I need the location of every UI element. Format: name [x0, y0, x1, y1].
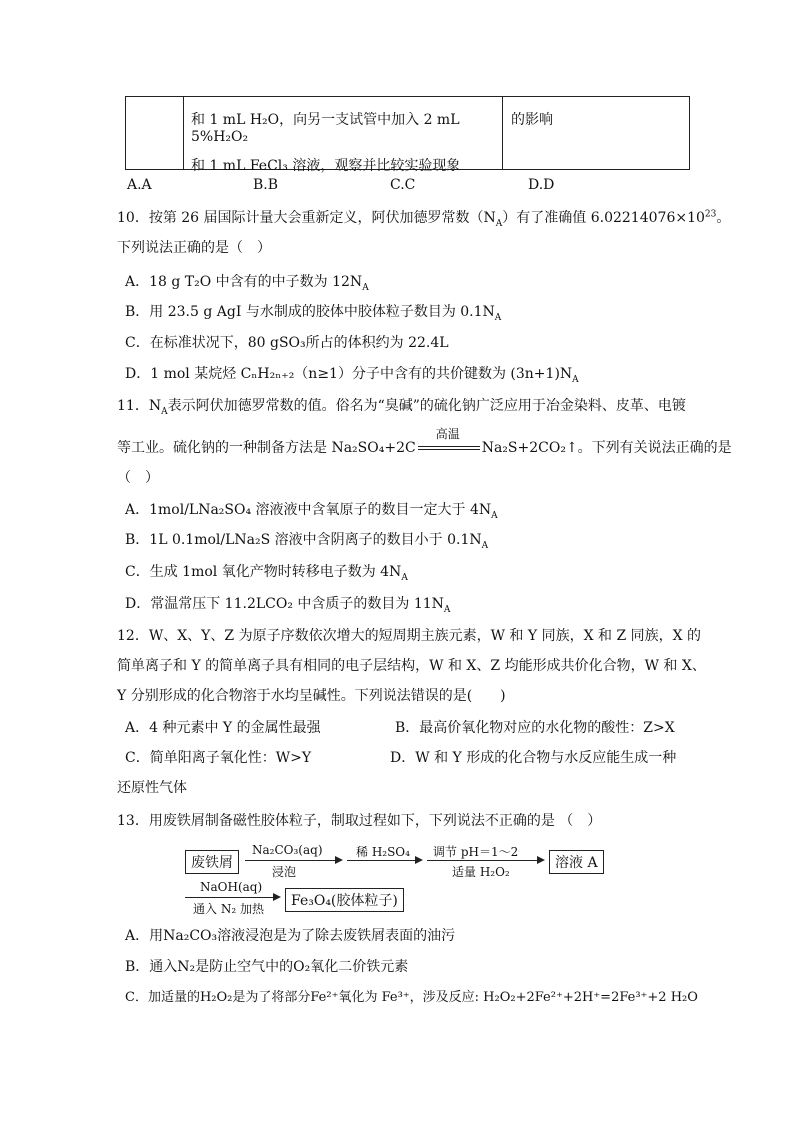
q12-option-c: C．简单阳离子氧化性：W>Y [125, 750, 312, 766]
q13-option-b: B．通入N₂是防止空气中的O₂氧化二价铁元素 [125, 959, 409, 975]
q10-stem-line-1: 10．按第 26 届国际计量大会重新定义，阿伏加德罗常数$(N_A)$有了准确值 $6.02214076\times 10^{23}$。 [117, 209, 731, 229]
q9-option-a: A.A [127, 177, 152, 193]
q12-stem-line-1: 12．W、X、Y、Z 为原子序数依次增大的短周期主族元素，W 和 Y 同族，X 和 Z 同族，X 的 [117, 628, 702, 644]
q12-stem-line-2: 简单离子和 Y 的简单离子具有相同的电子层结构，W 和 X、Z 均能形成共价化合物，W 和 X、 [117, 658, 706, 674]
experiment-table [125, 96, 690, 174]
q10-option-b: B．用 23.5 g AgI 与水制成的胶体中胶体粒子数目为 $0.1N_A$ [125, 304, 502, 323]
flow-step1-reagent: Na₂CO₃(aq) [252, 843, 323, 857]
q9-option-c: C.C [390, 177, 416, 193]
q12-option-a: A．4 种元素中 Y 的金属性最强 [125, 720, 321, 736]
q12-option-b: B．最高价氧化物对应的水化物的酸性：Z>X [395, 720, 675, 736]
q10-stem-line-2: 下列说法正确的是（ ） [117, 240, 271, 256]
q9-option-d: D.D [528, 177, 555, 193]
table-cell-empty [126, 97, 184, 170]
q11-option-d: D．常温常压下 11.2LCO₂ 中含质子的数目为 $11N_A$ [125, 596, 451, 615]
procedure-line-1: 和 1 mL H₂O，向另一支试管中加入 2 mL 5%H₂O₂ [191, 112, 460, 145]
q12-option-d: D．W 和 Y 形成的化合物与水反应能生成一种 [390, 750, 677, 766]
q11-stem-line-2: 等工业。硫化钠的一种制备方法是 Na₂SO₄+2C 高温 Na₂S+2CO₂↑。下列有关说法正确的是 [117, 438, 732, 458]
q11-option-a: A．1mol/LNa₂SO₄ 溶液液中含氧原子的数目一定大于 $4N_A$ [125, 502, 498, 521]
flow-box-product: Fe₃O₄(胶体粒子) [285, 888, 404, 912]
flow-step4-reagent: NaOH(aq) [200, 880, 263, 894]
condition-label: 高温 [435, 427, 460, 441]
q10-option-c: C．在标准状况下，80 gSO₃所占的体积约为 22.4L [125, 335, 449, 351]
flow-step3-reagent: 适量 H₂O₂ [452, 865, 510, 879]
procedure-line-2: 和 1 mL FeCl₃ 溶液，观察并比较实验现象 [191, 158, 461, 174]
table-cell-procedure [184, 97, 503, 174]
arrow-right-icon [415, 856, 423, 864]
q13-stem: 13．用废铁屑制备磁性胶体粒子，制取过程如下，下列说法不正确的是 （ ） [117, 813, 602, 829]
flow-step4-condition: 通入 N₂ 加热 [193, 902, 264, 916]
q12-stem-line-3: Y 分别形成的化合物溶于水均呈碱性。下列说法错误的是( ) [117, 688, 506, 704]
q11-stem-line-1: 11．$N_A$表示阿伏加德罗常数的值。俗名为“臭碱”的硫化钠广泛应用于冶金染料、皮革、电镀 [117, 398, 686, 417]
flow-step1-condition: 浸泡 [272, 865, 297, 879]
q11-option-c: C．生成 1mol 氧化产物时转移电子数为 $4N_A$ [125, 564, 408, 583]
q11-stem-line-3: （ ） [117, 470, 159, 486]
purpose-text: 的影响 [511, 112, 553, 128]
q11-option-b: B．1L 0.1mol/LNa₂S 溶液中含阴离子的数目小于 $0.1N_A$ [125, 532, 489, 551]
q9-option-b: B.B [253, 177, 279, 193]
flow-step2-reagent: 稀 H₂SO₄ [356, 845, 410, 859]
arrow-right-icon [273, 893, 281, 901]
flow-box-solution-a: 溶液 A [549, 850, 604, 874]
reaction-condition-arrow [416, 427, 482, 458]
q13-option-c: C．加适量的H₂O₂是为了将部分Fe²⁺氧化为 Fe³⁺，涉及反应: H₂O₂+2Fe²⁺+2H⁺=2Fe³⁺+2 H₂O [125, 990, 698, 1005]
q13-option-a: A．用Na₂CO₃溶液浸泡是为了除去废铁屑表面的油污 [125, 928, 456, 944]
arrow-right-icon [537, 856, 545, 864]
table-cell-purpose [503, 97, 690, 170]
flow-step3-condition: 调节 pH＝1～2 [433, 845, 519, 859]
q10-option-d: D．1 mol 某烷烃 CₙH₂ₙ₊₂（n≥1）分子中含有的共价键数为 $(3n+1)N_A$ [125, 366, 579, 385]
flow-box-start: 废铁屑 [185, 850, 239, 874]
arrow-right-icon [335, 856, 343, 864]
q12-option-d-continued: 还原性气体 [117, 780, 187, 796]
q10-option-a: A．18 g T₂O 中含有的中子数为 $12N_A$ [125, 274, 369, 293]
